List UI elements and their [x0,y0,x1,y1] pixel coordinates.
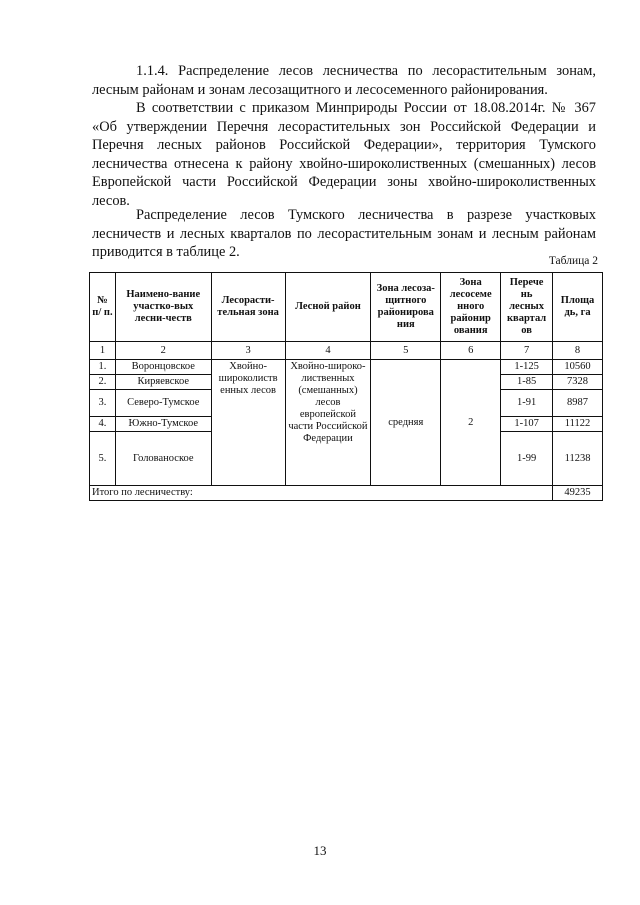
row-number: 3. [90,390,116,417]
table-row [90,360,603,375]
header-district: Лесной район [285,273,371,342]
header-zone: Лесорасти-тельная зона [211,273,285,342]
row-area: 11122 [553,417,603,432]
total-label: Итого по лесничеству: [90,486,553,501]
column-number: 6 [441,342,501,360]
column-number: 2 [115,342,211,360]
paragraph-2: В соответствии с приказом Минприроды России от 18.08.2014г. № 367 «Об утверждении Перечня лесорастительных зон Российской Федерации и Перечня лесных районов Российской Федерации», территория Тумского лесничества отнесена к району хвойно-широколиственных (смешанных) лесов Европейской части Российской Федерации зоны хвойно-широколиственных лесов. [92,100,596,209]
forest-distribution-table [89,272,603,501]
header-area: Площа дь, га [553,273,603,342]
page-number: 13 [313,843,327,858]
column-number: 7 [501,342,553,360]
header-protection-zone: Зона лесоза-щитного районирова ния [371,273,441,342]
table-intro-paragraph [92,206,596,262]
header-number: № п/ п. [90,273,116,342]
row-name: Киряевское [115,375,211,390]
district-cell: Хвойно-широко-лиственных (смешанных) лесов европейской части Российской Федерации [285,360,371,486]
column-number: 1 [90,342,116,360]
header-quarters: Перече нь лесных квартал ов [501,273,553,342]
zone-cell: Хвойно-широколиств енных лесов [211,360,285,486]
row-number: 5. [90,432,116,486]
column-number-row [90,342,603,360]
row-area: 10560 [553,360,603,375]
column-number: 8 [553,342,603,360]
row-quarters: 1-125 [501,360,553,375]
row-name: Голованоское [115,432,211,486]
header-name: Наимено-вание участко-вых лесни-честв [115,273,211,342]
column-number: 3 [211,342,285,360]
row-name: Воронцовское [115,360,211,375]
row-quarters: 1-85 [501,375,553,390]
row-number: 2. [90,375,116,390]
seed-zone-cell: 2 [441,360,501,486]
paragraph-3: Распределение лесов Тумского лесничества в разрезе участковых лесничеств и лесных кварталов по лесорастительным зонам и лесным районам приводится в таблице 2. [92,207,596,261]
row-number: 4. [90,417,116,432]
row-area: 11238 [553,432,603,486]
total-row [90,486,603,501]
section-heading-paragraph [92,62,596,99]
row-quarters: 1-107 [501,417,553,432]
column-number: 5 [371,342,441,360]
header-seed-zone: Зона лесосеме нного районир ования [441,273,501,342]
order-reference-paragraph [92,99,596,211]
column-number: 4 [285,342,371,360]
table-caption: Таблица 2 [548,255,598,267]
row-area: 7328 [553,375,603,390]
row-quarters: 1-99 [501,432,553,486]
row-area: 8987 [553,390,603,417]
row-name: Северо-Тумское [115,390,211,417]
paragraph-1: 1.1.4. Распределение лесов лесничества по лесорастительным зонам, лесным районам и зонам лесозащитного и лесосеменного районирования. [92,63,596,98]
total-area: 49235 [553,486,603,501]
protection-zone-cell: средняя [371,360,441,486]
table-header-row [90,273,603,342]
row-number: 1. [90,360,116,375]
row-name: Южно-Тумское [115,417,211,432]
row-quarters: 1-91 [501,390,553,417]
